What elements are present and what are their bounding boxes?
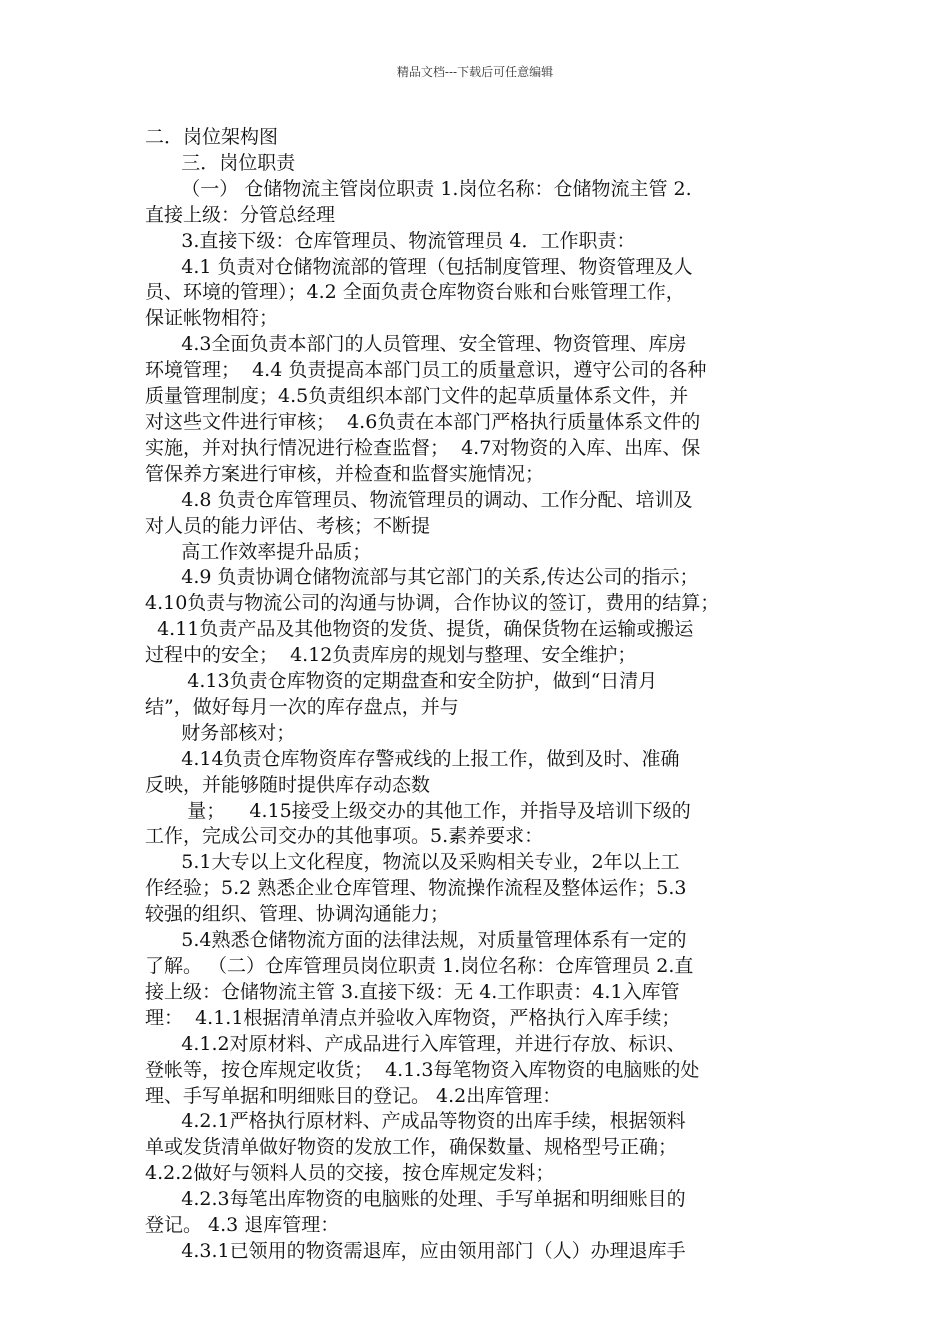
text-line: 5.1大专以上文化程度，物流以及采购相关专业，2年以上工 — [145, 851, 680, 874]
text-line: 5.4熟悉仓储物流方面的法律法规，对质量管理体系有一定的 — [145, 929, 687, 952]
text-line: 4.8 负责仓库管理员、物流管理员的调动、工作分配、培训及 — [145, 488, 693, 511]
text-line: 4.14负责仓库物资库存警戒线的上报工作，做到及时、准确 — [145, 747, 680, 770]
text-line: 过程中的安全； 4.12负责库房的规划与整理、安全维护； — [145, 644, 637, 667]
text-line: 实施，并对执行情况进行检查监督； 4.7对物资的入库、出库、保 — [145, 436, 701, 459]
text-line: 三．岗位职责 — [145, 151, 296, 174]
text-line: 财务部核对； — [145, 721, 296, 744]
text-line: 反映，并能够随时提供库存动态数 — [145, 773, 431, 796]
text-line: 接上级：仓储物流主管 3.直接下级：无 4.工作职责：4.1入库管 — [145, 980, 680, 1003]
text-line: 4.3全面负责本部门的人员管理、安全管理、物资管理、库房 — [145, 333, 687, 356]
text-line: 对这些文件进行审核； 4.6负责在本部门严格执行质量体系文件的 — [145, 410, 701, 433]
text-line: 量； 4.15接受上级交办的其他工作，并指导及培训下级的 — [145, 799, 691, 822]
text-line: 4.11负责产品及其他物资的发货、提货，确保货物在运输或搬运 — [145, 618, 694, 641]
text-line: 4.3.1已领用的物资需退库，应由领用部门（人）办理退库手 — [145, 1239, 686, 1262]
text-line: （一） 仓储物流主管岗位职责 1.岗位名称：仓储物流主管 2. — [145, 177, 692, 200]
text-line: 理、手写单据和明细账目的登记。 4.2出库管理： — [145, 1084, 562, 1107]
text-line: 4.13负责仓库物资的定期盘查和安全防护，做到“日清月 — [145, 670, 658, 693]
text-line: 4.1 负责对仓储物流部的管理（包括制度管理、物资管理及人 — [145, 255, 693, 278]
text-line: 保证帐物相符； — [145, 307, 279, 330]
text-line: 质量管理制度；4.5负责组织本部门文件的起草质量体系文件，并 — [145, 385, 689, 408]
text-line: 直接上级：分管总经理 — [145, 203, 336, 226]
text-line: 4.1.2对原材料、产成品进行入库管理，并进行存放、标识、 — [145, 1032, 686, 1055]
text-line: 作经验；5.2 熟悉企业仓库管理、物流操作流程及整体运作；5.3 — [145, 877, 687, 900]
text-line: 4.2.2做好与领料人员的交接，按仓库规定发料； — [145, 1162, 555, 1185]
page-header: 精品文档---下载后可任意编辑 — [396, 65, 554, 79]
text-line: 理： 4.1.1根据清单清点并验收入库物资，严格执行入库手续； — [145, 1006, 681, 1029]
text-line: 登帐等，按仓库规定收货； 4.1.3每笔物资入库物资的电脑账的处 — [145, 1058, 700, 1081]
text-line: 结”，做好每月一次的库存盘点，并与 — [145, 695, 459, 718]
text-line: 管保养方案进行审核，并检查和监督实施情况； — [145, 462, 545, 485]
text-line: 高工作效率提升品质； — [145, 540, 372, 563]
text-line: 工作，完成公司交办的其他事项。5.素养要求： — [145, 825, 544, 848]
text-line: 较强的组织、管理、协调沟通能力； — [145, 903, 450, 926]
text-line: 二．岗位架构图 — [145, 126, 279, 148]
text-line: 3.直接下级：仓库管理员、物流管理员 4．工作职责： — [145, 229, 636, 252]
text-line: 环境管理； 4.4 负责提高本部门员工的质量意识，遵守公司的各种 — [145, 359, 707, 382]
text-line: 4.10负责与物流公司的沟通与协调，合作协议的签订，费用的结算； — [145, 592, 720, 615]
text-line: 对人员的能力评估、考核；不断提 — [145, 514, 431, 537]
text-line: 单或发货清单做好物资的发放工作，确保数量、规格型号正确； — [145, 1136, 678, 1159]
text-line: 登记。 4.3 退库管理： — [145, 1214, 340, 1237]
text-line: 4.9 负责协调仓储物流部与其它部门的关系,传达公司的指示； — [145, 566, 699, 589]
document-body — [145, 125, 807, 1265]
text-line: 4.2.3每笔出库物资的电脑账的处理、手写单据和明细账目的 — [145, 1188, 686, 1211]
text-line: 4.2.1严格执行原材料、产成品等物资的出库手续，根据领料 — [145, 1110, 686, 1133]
text-line: 员、环境的管理）；4.2 全面负责仓库物资台账和台账管理工作， — [145, 281, 685, 304]
text-line: 了解。 （二）仓库管理员岗位职责 1.岗位名称：仓库管理员 2.直 — [145, 955, 694, 977]
